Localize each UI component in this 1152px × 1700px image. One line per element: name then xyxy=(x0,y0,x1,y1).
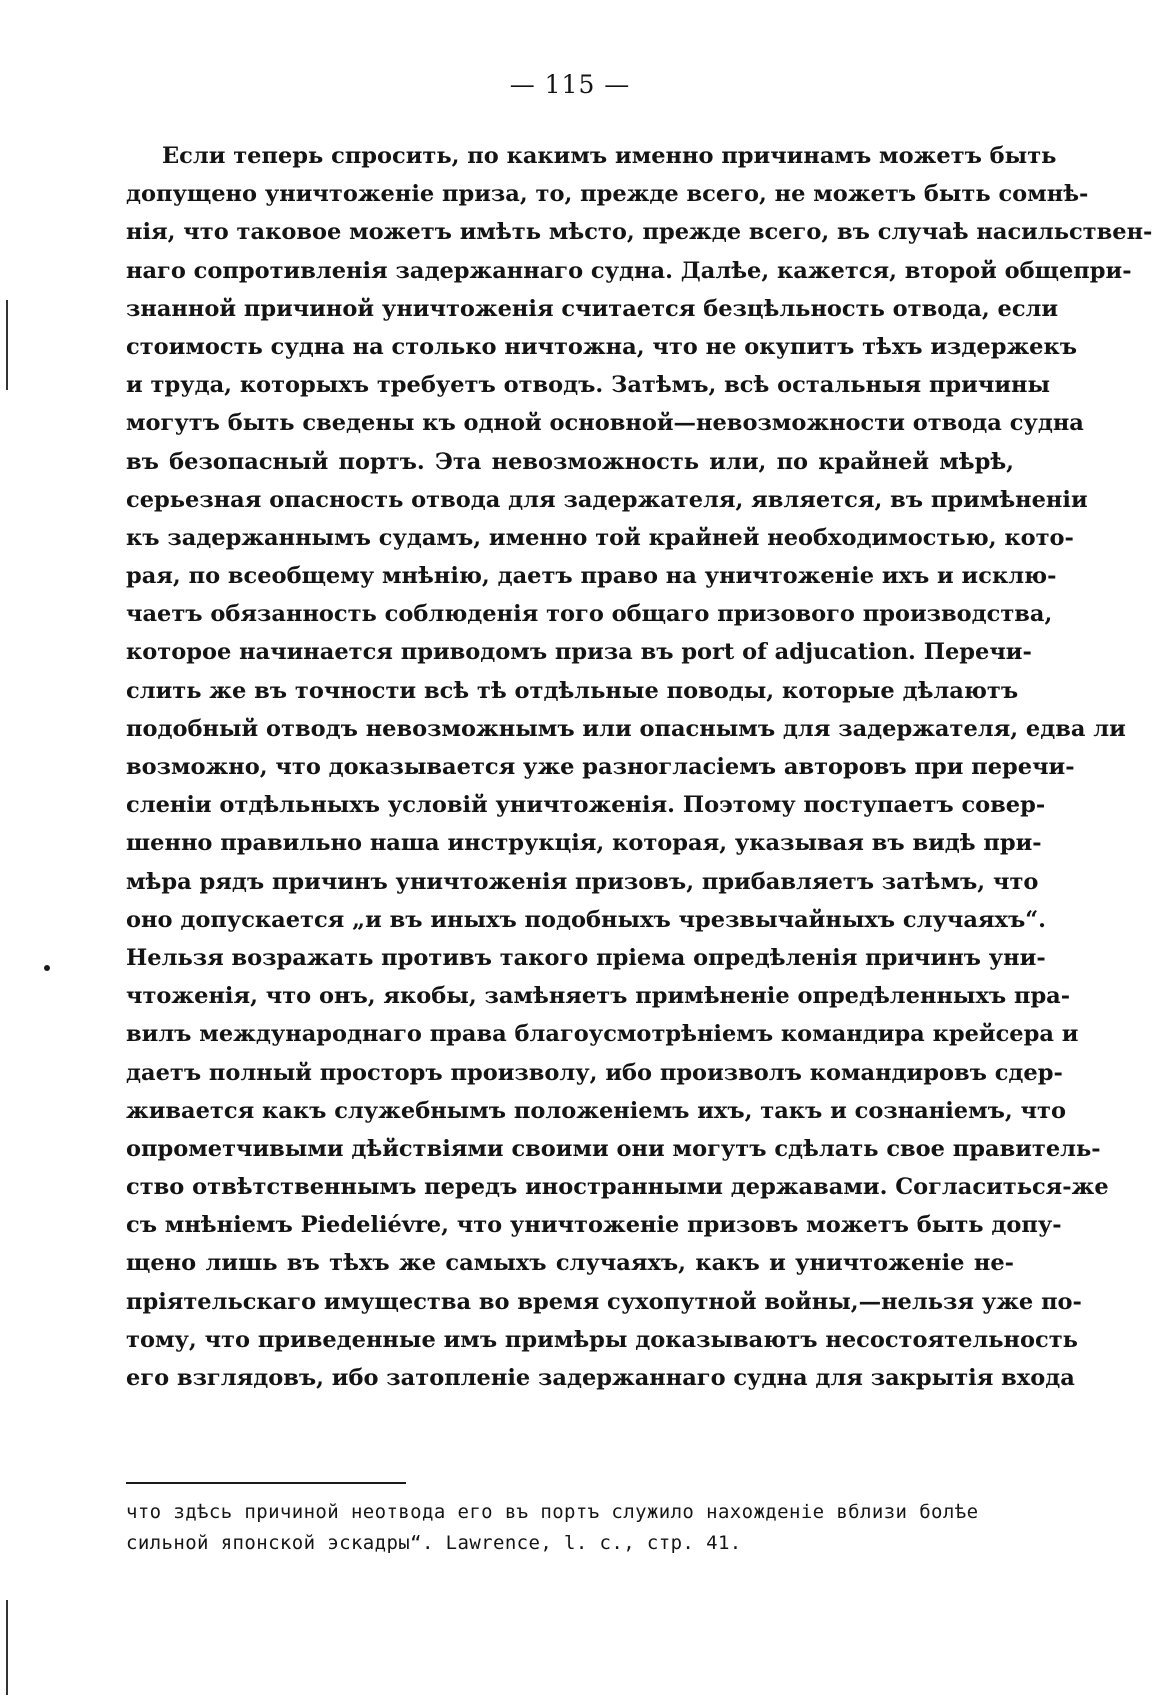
main-text-block xyxy=(126,137,1152,1397)
text-line: нія, что таковое можетъ имѣть мѣсто, прежде всего, въ случаѣ насильствен- xyxy=(126,219,1152,246)
margin-speck xyxy=(44,965,50,971)
text-line: щено лишь въ тѣхъ же самыхъ случаяхъ, какъ и уничтоженіе не- xyxy=(126,1250,1014,1277)
page-number: — 115 — xyxy=(509,70,631,99)
text-line: ство отвѣтственнымъ передъ иностранными державами. Согласиться-же xyxy=(126,1174,1109,1201)
left-margin-scan-mark xyxy=(6,300,8,390)
text-line: даетъ полный просторъ произволу, ибо произволъ командировъ сдер- xyxy=(126,1059,1063,1086)
text-line: Нельзя возражать противъ такого пріема опредѣленія причинъ уни- xyxy=(126,944,1046,971)
footnote-line: сильной японской эскадры“. Lawrence, l. c., стр. 41. xyxy=(126,1532,742,1554)
text-line: слить же въ точности всѣ тѣ отдѣльные поводы, которые дѣлаютъ xyxy=(126,677,1019,704)
text-line: рая, по всеобщему мнѣнію, даетъ право на уничтоженіе ихъ и исклю- xyxy=(126,563,1057,590)
text-line: опрометчивыми дѣйствіями своими они могутъ сдѣлать свое правитель- xyxy=(126,1135,1101,1162)
text-line: и труда, которыхъ требуетъ отводъ. Затѣмъ, всѣ остальныя причины xyxy=(126,372,1051,399)
footnote-line: что здѣсь причиной неотвода его въ портъ служило нахожденіе вблизи болѣе xyxy=(126,1501,979,1523)
text-line: пріятельскаго имущества во время сухопутной войны,—нельзя уже по- xyxy=(126,1288,1082,1315)
footnote-block xyxy=(126,1497,1014,1559)
text-line: стоимость судна на столько ничтожна, что не окупитъ тѣхъ издержекъ xyxy=(126,333,1077,360)
text-line: живается какъ служебнымъ положеніемъ ихъ, такъ и сознаніемъ, что xyxy=(126,1097,1066,1124)
text-line: чтоженія, что онъ, якобы, замѣняетъ примѣненіе опредѣленныхъ пра- xyxy=(126,983,1071,1010)
text-line: къ задержаннымъ судамъ, именно той крайней необходимостью, кото- xyxy=(126,524,1074,551)
text-line: допущено уничтоженіе приза, то, прежде всего, не можетъ быть сомнѣ- xyxy=(126,181,1089,208)
text-line: сленіи отдѣльныхъ условій уничтоженія. Поэтому поступаетъ совер- xyxy=(126,792,1046,819)
text-line: шенно правильно наша инструкція, которая, указывая въ видѣ при- xyxy=(126,830,1042,857)
text-line: вилъ международнаго права благоусмотрѣніемъ командира крейсера и xyxy=(126,1021,1079,1048)
text-line: серьезная опасность отвода для задержателя, является, въ примѣненіи xyxy=(126,486,1088,513)
text-line: которое начинается приводомъ приза въ port of adjucation. Перечи- xyxy=(126,639,1032,666)
text-line: наго сопротивленія задержаннаго судна. Далѣе, кажется, второй общепри- xyxy=(126,257,1132,284)
text-line: мѣра рядъ причинъ уничтоженія призовъ, прибавляетъ затѣмъ, что xyxy=(126,868,1039,895)
left-margin-scan-mark-lower xyxy=(6,1600,8,1695)
text-line: оно допускается „и въ иныхъ подобныхъ чрезвычайныхъ случаяхъ“. xyxy=(126,906,1046,933)
text-line: возможно, что доказывается уже разногласіемъ авторовъ при перечи- xyxy=(126,754,1075,780)
text-line: его взглядовъ, ибо затопленіе задержаннаго судна для закрытія входа xyxy=(126,1365,1075,1391)
text-line: Если теперь спросить, по какимъ именно причинамъ можетъ быть xyxy=(162,143,1057,169)
text-line: знанной причиной уничтоженія считается безцѣльность отвода, если xyxy=(126,295,1059,322)
text-line: въ безопасный портъ. Эта невозможность или, по крайней мѣрѣ, xyxy=(126,448,1014,475)
text-line: съ мнѣніемъ Piedeliévre, что уничтоженіе призовъ можетъ быть допу- xyxy=(126,1212,1062,1239)
footnote-divider xyxy=(126,1482,406,1484)
text-line: могутъ быть сведены къ одной основной—невозможности отвода судна xyxy=(126,410,1084,437)
text-line: подобный отводъ невозможнымъ или опаснымъ для задержателя, едва ли xyxy=(126,715,1126,742)
text-line: чаетъ обязанность соблюденія того общаго призового производства, xyxy=(126,601,1053,628)
text-line: тому, что приведенные имъ примѣры доказываютъ несостоятельность xyxy=(126,1326,1078,1353)
